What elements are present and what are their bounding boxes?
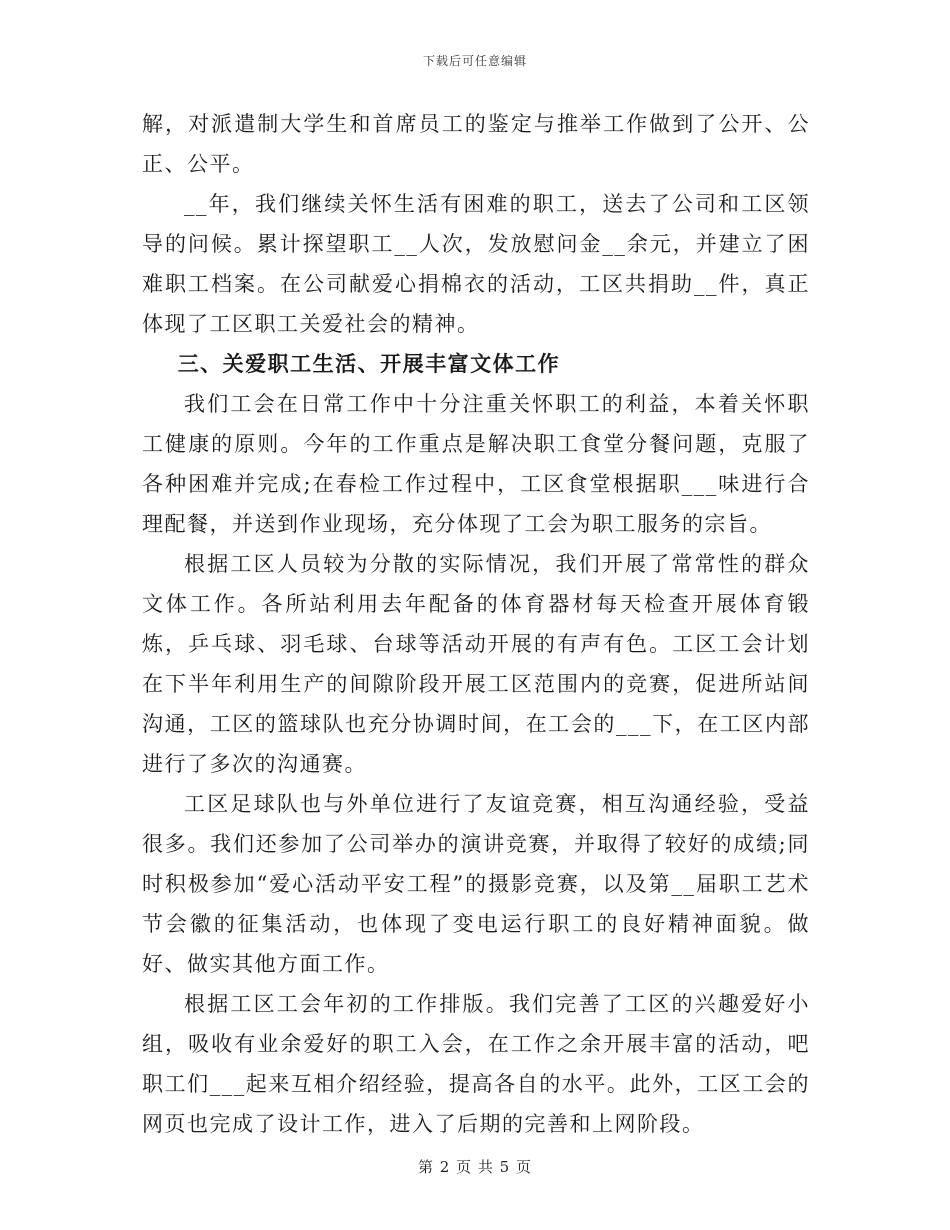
section-heading: 三、关爱职工生活、开展丰富文体工作 bbox=[177, 351, 561, 376]
paragraph-2: __年，我们继续关怀生活有困难的职工，送去了公司和工区领导的问候。累计探望职工__人次，发放慰问金__余元，并建立了困难职工档案。在公司献爱心捐棉衣的活动，工区共捐助__件，真正体现了工区职工关爱社会的精神。 bbox=[142, 192, 810, 336]
paragraph-5: 工区足球队也与外单位进行了友谊竞赛，相互沟通经验，受益很多。我们还参加了公司举办的演讲竞赛，并取得了较好的成绩;同时积极参加“爱心活动平安工程”的摄影竞赛，以及第__届职工艺术节会徽的征集活动，也体现了变电运行职工的良好精神面貌。做好、做实其他方面工作。 bbox=[142, 792, 810, 976]
paragraph-6: 根据工区工会年初的工作排版。我们完善了工区的兴趣爱好小组，吸收有业余爱好的职工入会，在工作之余开展丰富的活动，吧职工们___起来互相介绍经验，提高各自的水平。此外，工区工会的网页也完成了设计工作，进入了后期的完善和上网阶段。 bbox=[142, 992, 810, 1136]
paragraph-1: 解，对派遣制大学生和首席员工的鉴定与推举工作做到了公开、公正、公平。 bbox=[142, 112, 810, 176]
paragraph-3: 我们工会在日常工作中十分注重关怀职工的利益，本着关怀职工健康的原则。今年的工作重点是解决职工食堂分餐问题，克服了各种困难并完成;在春检工作过程中，工区食堂根据职___味进行合理配餐，并送到作业现场，充分体现了工会为职工服务的宗旨。 bbox=[142, 392, 810, 536]
page-footer: 第 2 页 共 5 页 bbox=[418, 1158, 532, 1176]
paragraph-4: 根据工区人员较为分散的实际情况，我们开展了常常性的群众文体工作。各所站利用去年配备的体育器材每天检查开展体育锻炼，乒乓球、羽毛球、台球等活动开展的有声有色。工区工会计划在下半年利用生产的间隙阶段开展工区范围内的竞赛，促进所站间沟通，工区的篮球队也充分协调时间，在工会的___下，在工区内部进行了多次的沟通赛。 bbox=[142, 552, 810, 776]
page-header: 下载后可任意编辑 bbox=[422, 54, 527, 68]
document-body bbox=[142, 104, 810, 1144]
